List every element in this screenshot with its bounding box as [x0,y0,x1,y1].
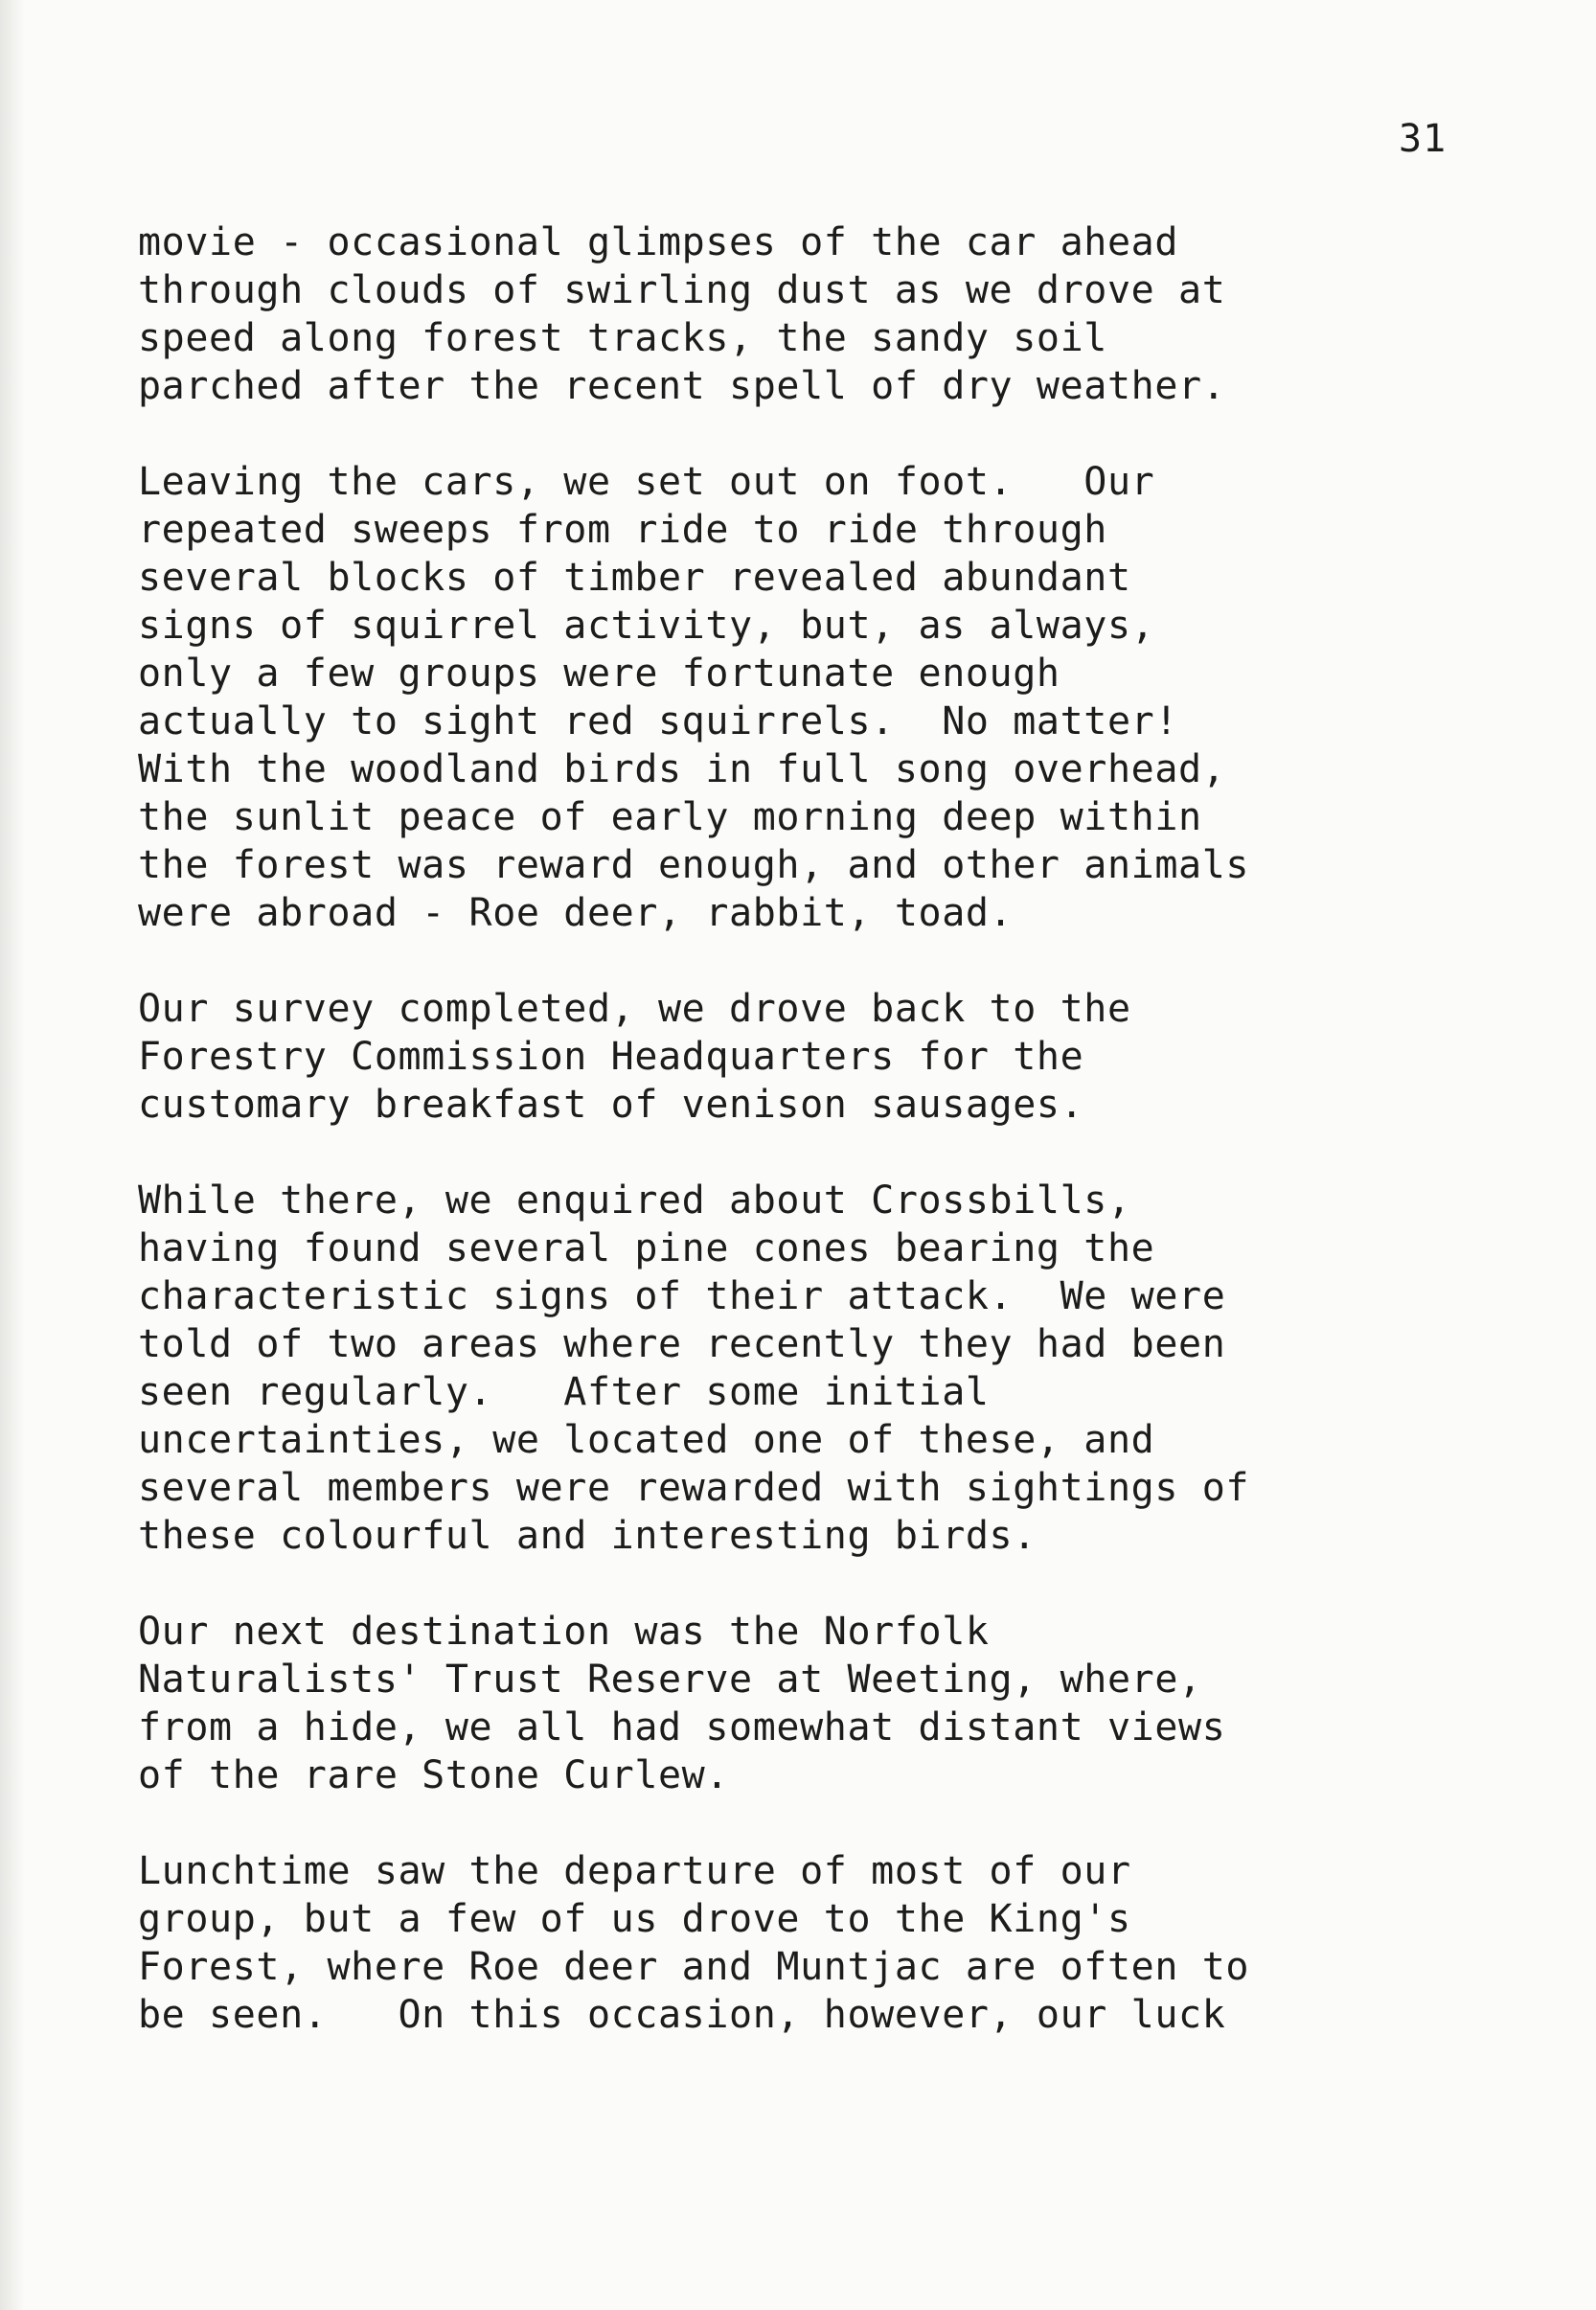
text-line: from a hide, we all had somewhat distant views [138,1705,1226,1750]
text-line: uncertainties, we located one of these, and [138,1418,1155,1462]
text-line: be seen. On this occasion, however, our luck [138,1993,1226,2037]
paragraph-1 [138,218,1508,410]
text-line: only a few groups were fortunate enough [138,652,1060,696]
text-line: of the rare Stone Curlew. [138,1753,730,1797]
page-number: 31 [1399,117,1448,161]
text-line: signs of squirrel activity, but, as always, [138,604,1155,648]
paragraph-3 [138,985,1508,1129]
text-line: the forest was reward enough, and other animals [138,843,1250,887]
text-line: through clouds of swirling dust as we drove at [138,268,1226,312]
text-line: Leaving the cars, we set out on foot. Our [138,460,1155,504]
text-line: group, but a few of us drove to the King's [138,1897,1131,1941]
text-line: speed along forest tracks, the sandy soil [138,316,1107,360]
paragraph-4 [138,1177,1508,1560]
text-line: several blocks of timber revealed abundant [138,556,1131,600]
text-line: movie - occasional glimpses of the car ahead [138,220,1179,264]
text-line: Forestry Commission Headquarters for the [138,1035,1084,1079]
text-line: parched after the recent spell of dry weather. [138,364,1226,408]
text-line: the sunlit peace of early morning deep within [138,795,1202,839]
text-line: seen regularly. After some initial [138,1370,990,1414]
text-line: Forest, where Roe deer and Muntjac are often to [138,1945,1250,1989]
text-line: told of two areas where recently they had been [138,1322,1226,1366]
text-line: these colourful and interesting birds. [138,1514,1037,1558]
text-line: characteristic signs of their attack. We were [138,1274,1226,1318]
text-line: Naturalists' Trust Reserve at Weeting, where, [138,1658,1202,1702]
text-line: With the woodland birds in full song overhead, [138,747,1226,791]
text-line: Our next destination was the Norfolk [138,1610,990,1654]
paragraph-6 [138,1847,1508,2039]
text-line: having found several pine cones bearing the [138,1226,1155,1270]
text-line: Our survey completed, we drove back to the [138,987,1131,1031]
text-line: customary breakfast of venison sausages. [138,1083,1084,1127]
paragraph-5 [138,1608,1508,1799]
page-edge-shadow [0,0,25,2310]
text-line: repeated sweeps from ride to ride through [138,508,1107,552]
text-line: actually to sight red squirrels. No matter! [138,699,1179,743]
text-line: several members were rewarded with sightings of [138,1466,1250,1510]
text-line: Lunchtime saw the departure of most of our [138,1849,1131,1893]
document-body [138,218,1508,2087]
text-line: While there, we enquired about Crossbills, [138,1178,1131,1223]
paragraph-2 [138,458,1508,937]
text-line: were abroad - Roe deer, rabbit, toad. [138,891,1014,935]
